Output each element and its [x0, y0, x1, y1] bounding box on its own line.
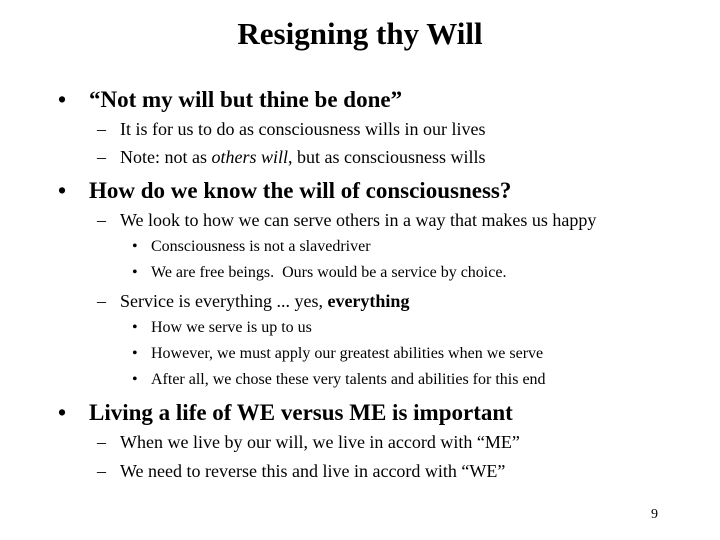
dash-marker: –: [97, 210, 106, 230]
sub-point-2-1-text: We look to how we can serve others in a way that makes us happy: [120, 210, 597, 230]
sub-point-1-2-text-start: Note: not as: [120, 147, 212, 167]
dash-marker: –: [97, 119, 106, 139]
page-number: 9: [651, 507, 658, 522]
sub-point-2-2-emphasis: everything: [327, 291, 410, 311]
small-bullet-marker: •: [132, 371, 138, 388]
bullet-point-3-text: Living a life of WE versus ME is important: [89, 400, 513, 425]
bullet-point-1-text: “Not my will but thine be done”: [89, 87, 403, 112]
dash-marker: –: [97, 291, 106, 311]
sub-sub-point-text: Consciousness is not a slavedriver: [151, 238, 371, 255]
sub-point-1-2-text: [120, 146, 486, 168]
sub-sub-point-text: However, we must apply our greatest abilities when we serve: [151, 345, 544, 362]
slide-title: Resigning thy Will: [237, 16, 483, 51]
small-bullet-marker: •: [132, 345, 138, 362]
sub-sub-point-text: After all, we chose these very talents and abilities for this end: [151, 371, 546, 388]
dash-marker: –: [97, 461, 106, 481]
small-bullet-marker: •: [132, 319, 138, 336]
sub-point-2-2-text: [120, 290, 409, 312]
small-bullet-marker: •: [132, 264, 138, 281]
bullet-point-2-text: How do we know the will of consciousness?: [89, 178, 512, 203]
sub-point-3-1-text: When we live by our will, we live in accord with “ME”: [120, 432, 520, 452]
small-bullet-marker: •: [132, 238, 138, 255]
sub-point-2-2-text-start: Service is everything ... yes,: [120, 291, 328, 311]
bullet-marker: •: [58, 400, 67, 425]
sub-point-1-2-text-end: , but as consciousness wills: [288, 147, 486, 167]
sub-sub-point-text: We are free beings. Ours would be a service by choice.: [151, 264, 507, 281]
sub-point-1-1-text: It is for us to do as consciousness wills in our lives: [120, 119, 486, 139]
sub-point-3-2-text: We need to reverse this and live in accord with “WE”: [120, 461, 506, 481]
sub-sub-point-text: How we serve is up to us: [151, 319, 312, 336]
bullet-marker: •: [58, 178, 67, 203]
dash-marker: –: [97, 432, 106, 452]
dash-marker: –: [97, 147, 106, 167]
bullet-marker: •: [58, 87, 67, 112]
sub-point-1-2-emphasis: others will: [211, 147, 289, 167]
